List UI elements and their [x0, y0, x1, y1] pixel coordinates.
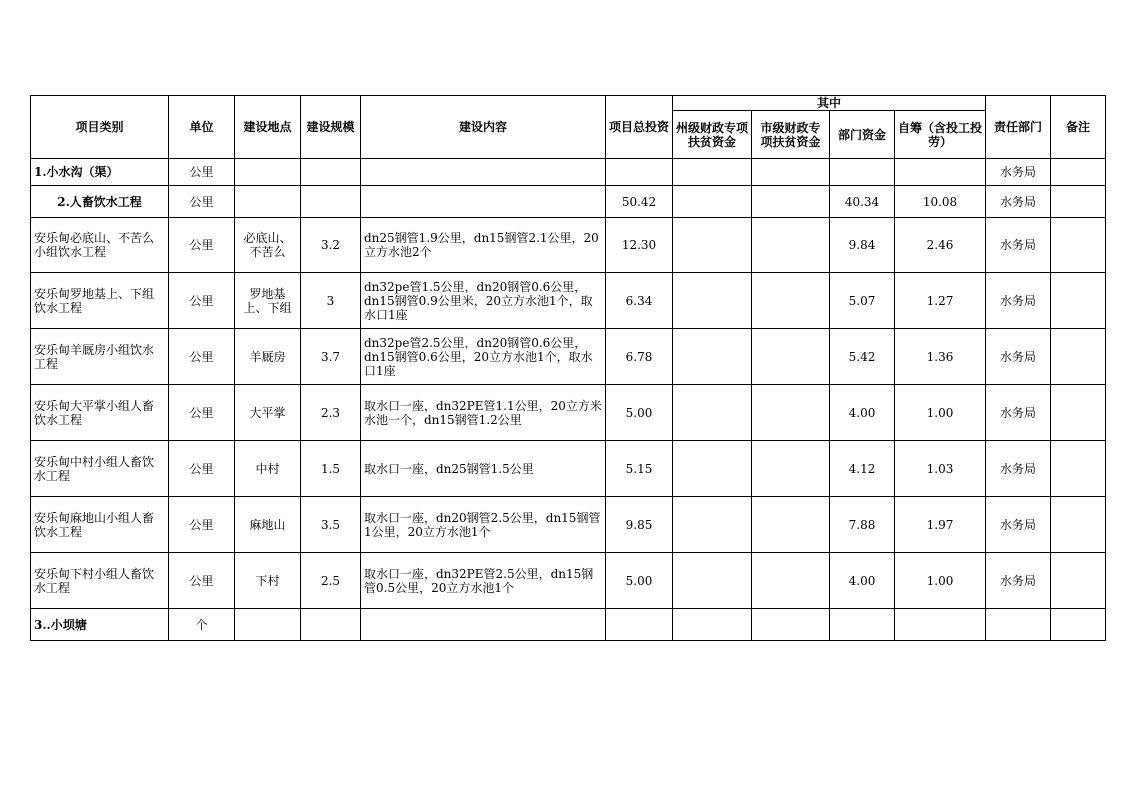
cell-dept: 水务局 — [986, 553, 1051, 609]
cell-location: 麻地山 — [235, 497, 301, 553]
cell-dept: 水务局 — [986, 186, 1051, 218]
cell-remark — [1051, 186, 1106, 218]
cell-state — [673, 385, 752, 441]
cell-unit: 公里 — [169, 159, 235, 186]
cell-unit: 公里 — [169, 441, 235, 497]
cell-total — [606, 159, 673, 186]
cell-remark — [1051, 218, 1106, 273]
header-scale: 建设规模 — [301, 96, 361, 159]
cell-city — [752, 553, 830, 609]
cell-total: 5.15 — [606, 441, 673, 497]
cell-self: 10.08 — [895, 186, 986, 218]
cell-location: 下村 — [235, 553, 301, 609]
cell-total: 12.30 — [606, 218, 673, 273]
cell-city — [752, 609, 830, 641]
cell-remark — [1051, 385, 1106, 441]
cell-category: 安乐甸大平掌小组人畜饮水工程 — [31, 385, 169, 441]
cell-location: 中村 — [235, 441, 301, 497]
cell-dept-fund — [830, 159, 895, 186]
cell-category: 安乐甸羊厩房小组饮水工程 — [31, 329, 169, 385]
cell-unit: 公里 — [169, 273, 235, 329]
cell-content — [361, 159, 606, 186]
cell-dept-fund: 9.84 — [830, 218, 895, 273]
cell-total: 6.78 — [606, 329, 673, 385]
cell-category: 3..小坝塘 — [31, 609, 169, 641]
cell-remark — [1051, 497, 1106, 553]
table-row — [31, 609, 1106, 641]
cell-self: 1.00 — [895, 553, 986, 609]
cell-state — [673, 441, 752, 497]
cell-remark — [1051, 609, 1106, 641]
cell-category: 安乐甸下村小组人畜饮水工程 — [31, 553, 169, 609]
cell-location — [235, 186, 301, 218]
cell-dept-fund: 4.00 — [830, 385, 895, 441]
cell-state — [673, 553, 752, 609]
cell-content — [361, 609, 606, 641]
header-total: 项目总投资 — [606, 96, 673, 159]
cell-self — [895, 609, 986, 641]
header-dept: 责任部门 — [986, 96, 1051, 159]
cell-scale: 1.5 — [301, 441, 361, 497]
cell-remark — [1051, 273, 1106, 329]
table-row — [31, 218, 1106, 273]
cell-unit: 公里 — [169, 497, 235, 553]
header-row-1 — [31, 96, 1106, 111]
cell-category: 安乐甸必底山、不苦么小组饮水工程 — [31, 218, 169, 273]
table-row — [31, 273, 1106, 329]
cell-total: 5.00 — [606, 553, 673, 609]
cell-state — [673, 273, 752, 329]
cell-content: dn32pe管1.5公里，dn20钢管0.6公里，dn15钢管0.9公里米，20立方水池1个，取水口1座 — [361, 273, 606, 329]
cell-state — [673, 609, 752, 641]
table-row — [31, 441, 1106, 497]
cell-dept: 水务局 — [986, 218, 1051, 273]
cell-state — [673, 159, 752, 186]
cell-dept: 水务局 — [986, 441, 1051, 497]
header-remark: 备注 — [1051, 96, 1106, 159]
header-location: 建设地点 — [235, 96, 301, 159]
cell-total — [606, 609, 673, 641]
cell-dept-fund: 5.42 — [830, 329, 895, 385]
cell-scale: 3.5 — [301, 497, 361, 553]
cell-state — [673, 186, 752, 218]
table-row — [31, 186, 1106, 218]
cell-total: 50.42 — [606, 186, 673, 218]
header-dept-fund: 部门资金 — [830, 111, 895, 159]
cell-content: 取水口一座，dn20钢管2.5公里，dn15钢管1公里，20立方水池1个 — [361, 497, 606, 553]
cell-city — [752, 385, 830, 441]
cell-dept-fund: 40.34 — [830, 186, 895, 218]
cell-location: 羊厩房 — [235, 329, 301, 385]
cell-scale: 3.2 — [301, 218, 361, 273]
cell-state — [673, 329, 752, 385]
cell-category: 1.小水沟（渠） — [31, 159, 169, 186]
table-row — [31, 329, 1106, 385]
cell-city — [752, 441, 830, 497]
cell-self: 1.03 — [895, 441, 986, 497]
header-state-fund: 州级财政专项扶贫资金 — [673, 111, 752, 159]
cell-city — [752, 329, 830, 385]
cell-city — [752, 159, 830, 186]
cell-total: 9.85 — [606, 497, 673, 553]
cell-dept-fund: 4.12 — [830, 441, 895, 497]
cell-content — [361, 186, 606, 218]
cell-city — [752, 186, 830, 218]
cell-scale: 2.5 — [301, 553, 361, 609]
table-row — [31, 385, 1106, 441]
cell-unit: 个 — [169, 609, 235, 641]
header-category: 项目类别 — [31, 96, 169, 159]
cell-dept-fund: 4.00 — [830, 553, 895, 609]
cell-dept: 水务局 — [986, 385, 1051, 441]
cell-remark — [1051, 553, 1106, 609]
cell-dept-fund — [830, 609, 895, 641]
header-of-which: 其中 — [673, 96, 986, 111]
cell-location — [235, 159, 301, 186]
cell-total: 6.34 — [606, 273, 673, 329]
cell-unit: 公里 — [169, 186, 235, 218]
cell-self: 1.36 — [895, 329, 986, 385]
cell-remark — [1051, 441, 1106, 497]
cell-content: dn25钢管1.9公里，dn15钢管2.1公里，20立方水池2个 — [361, 218, 606, 273]
cell-dept — [986, 609, 1051, 641]
cell-scale — [301, 159, 361, 186]
cell-self: 2.46 — [895, 218, 986, 273]
project-table — [30, 95, 1106, 641]
header-self-fund: 自筹（含投工投劳） — [895, 111, 986, 159]
cell-unit: 公里 — [169, 329, 235, 385]
cell-dept: 水务局 — [986, 329, 1051, 385]
cell-content: dn32pe管2.5公里，dn20钢管0.6公里，dn15钢管0.6公里，20立方水池1个，取水口1座 — [361, 329, 606, 385]
cell-category: 安乐甸麻地山小组人畜饮水工程 — [31, 497, 169, 553]
cell-content: 取水口一座，dn32PE管1.1公里，20立方米水池一个，dn15钢管1.2公里 — [361, 385, 606, 441]
cell-category: 2.人畜饮水工程 — [31, 186, 169, 218]
header-unit: 单位 — [169, 96, 235, 159]
cell-location: 罗地基上、下组 — [235, 273, 301, 329]
header-city-fund: 市级财政专项扶贫资金 — [752, 111, 830, 159]
cell-scale: 2.3 — [301, 385, 361, 441]
cell-dept: 水务局 — [986, 159, 1051, 186]
cell-remark — [1051, 159, 1106, 186]
cell-state — [673, 218, 752, 273]
cell-unit: 公里 — [169, 218, 235, 273]
cell-remark — [1051, 329, 1106, 385]
cell-self — [895, 159, 986, 186]
table-row — [31, 553, 1106, 609]
cell-total: 5.00 — [606, 385, 673, 441]
cell-location: 大平掌 — [235, 385, 301, 441]
table-row — [31, 159, 1106, 186]
cell-category: 安乐甸罗地基上、下组饮水工程 — [31, 273, 169, 329]
cell-unit: 公里 — [169, 553, 235, 609]
cell-location: 必底山、不苦么 — [235, 218, 301, 273]
cell-scale — [301, 609, 361, 641]
cell-self: 1.00 — [895, 385, 986, 441]
cell-city — [752, 273, 830, 329]
cell-state — [673, 497, 752, 553]
cell-category: 安乐甸中村小组人畜饮水工程 — [31, 441, 169, 497]
cell-dept: 水务局 — [986, 273, 1051, 329]
cell-location — [235, 609, 301, 641]
header-content: 建设内容 — [361, 96, 606, 159]
cell-dept-fund: 7.88 — [830, 497, 895, 553]
cell-city — [752, 497, 830, 553]
cell-self: 1.27 — [895, 273, 986, 329]
table-row — [31, 497, 1106, 553]
cell-city — [752, 218, 830, 273]
cell-dept: 水务局 — [986, 497, 1051, 553]
cell-content: 取水口一座，dn32PE管2.5公里，dn15钢管0.5公里，20立方水池1个 — [361, 553, 606, 609]
cell-self: 1.97 — [895, 497, 986, 553]
cell-unit: 公里 — [169, 385, 235, 441]
cell-scale: 3.7 — [301, 329, 361, 385]
cell-dept-fund: 5.07 — [830, 273, 895, 329]
cell-scale — [301, 186, 361, 218]
cell-scale: 3 — [301, 273, 361, 329]
cell-content: 取水口一座，dn25钢管1.5公里 — [361, 441, 606, 497]
